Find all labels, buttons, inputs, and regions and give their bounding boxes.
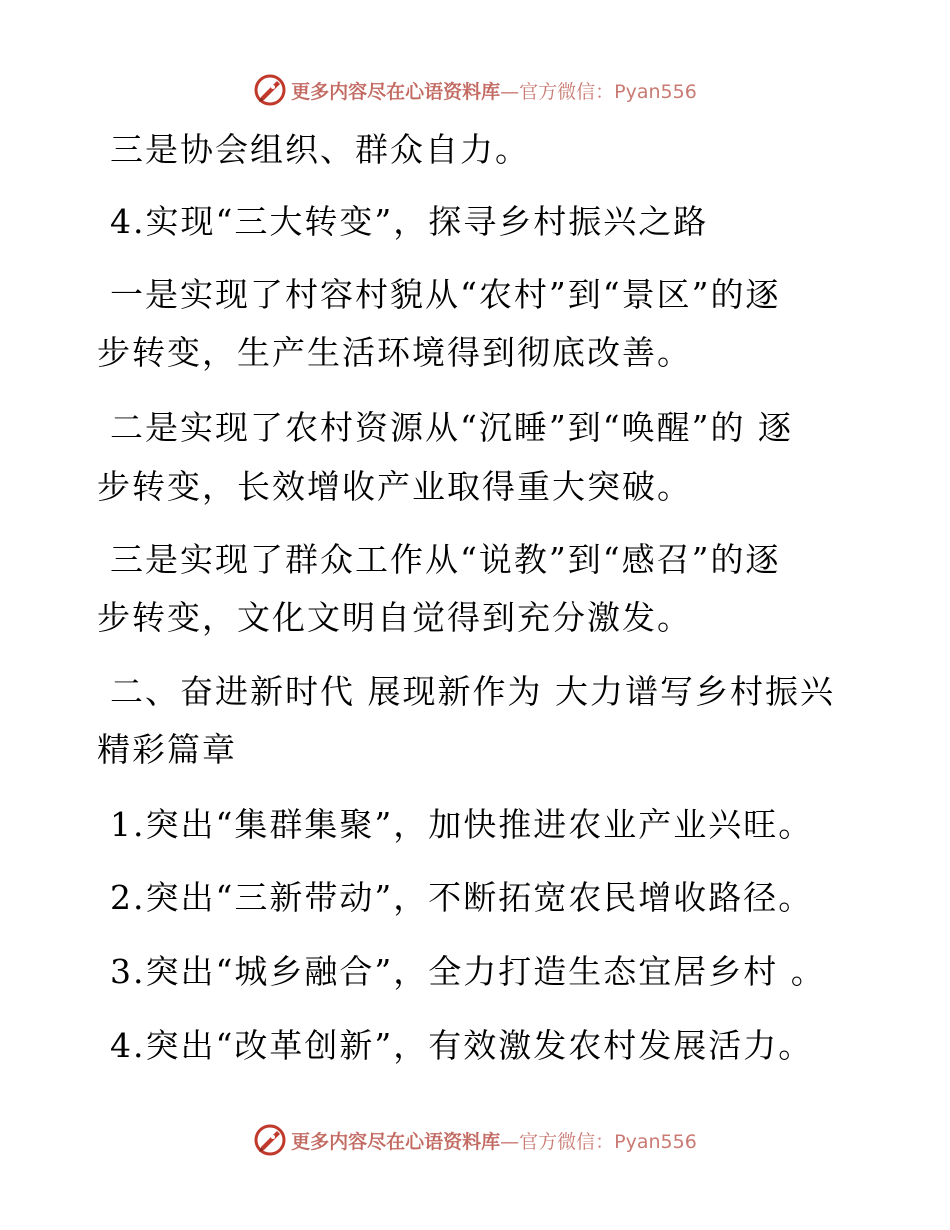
body-line: 二是实现了农村资源从“沉睡”到“唤醒”的 逐: [110, 408, 793, 447]
banner-contact-text: 官方微信：Pyan556: [519, 80, 697, 103]
banner-brand-text: 更多内容尽在心语资料库: [291, 80, 501, 103]
section-heading: 二、奋进新时代 展现新作为 大力谱写乡村振兴: [110, 672, 835, 711]
list-item: 2.突出“三新带动”，不断拓宽农民增收路径。: [110, 878, 814, 917]
body-line: 三是实现了群众工作从“说教”到“感召”的逐: [110, 540, 781, 579]
banner-contact-text: 官方微信：Pyan556: [519, 1130, 697, 1153]
body-line: 三是协会组织、群众自力。: [110, 130, 530, 169]
section-heading: 精彩篇章: [97, 730, 237, 769]
list-item: 4.突出“改革创新”，有效激发农村发展活力。: [110, 1026, 814, 1065]
body-line: 步转变，文化文明自觉得到充分激发。: [97, 598, 692, 637]
section-heading: 4.实现“三大转变”，探寻乡村振兴之路: [110, 202, 709, 241]
list-item: 1.突出“集群集聚”，加快推进农业产业兴旺。: [110, 805, 814, 844]
pen-logo-icon: [253, 1123, 287, 1157]
body-line: 一是实现了村容村貌从“农村”到“景区”的逐: [110, 275, 781, 314]
banner-separator: —: [500, 80, 520, 103]
body-line: 步转变，长效增收产业取得重大突破。: [97, 467, 692, 506]
banner-separator: —: [500, 1130, 520, 1153]
banner-brand-text: 更多内容尽在心语资料库: [291, 1130, 501, 1153]
body-line: 步转变，生产生活环境得到彻底改善。: [97, 333, 692, 372]
footer-banner: [0, 1120, 950, 1160]
list-item: 3.突出“城乡融合”，全力打造生态宜居乡村 。: [110, 952, 826, 991]
